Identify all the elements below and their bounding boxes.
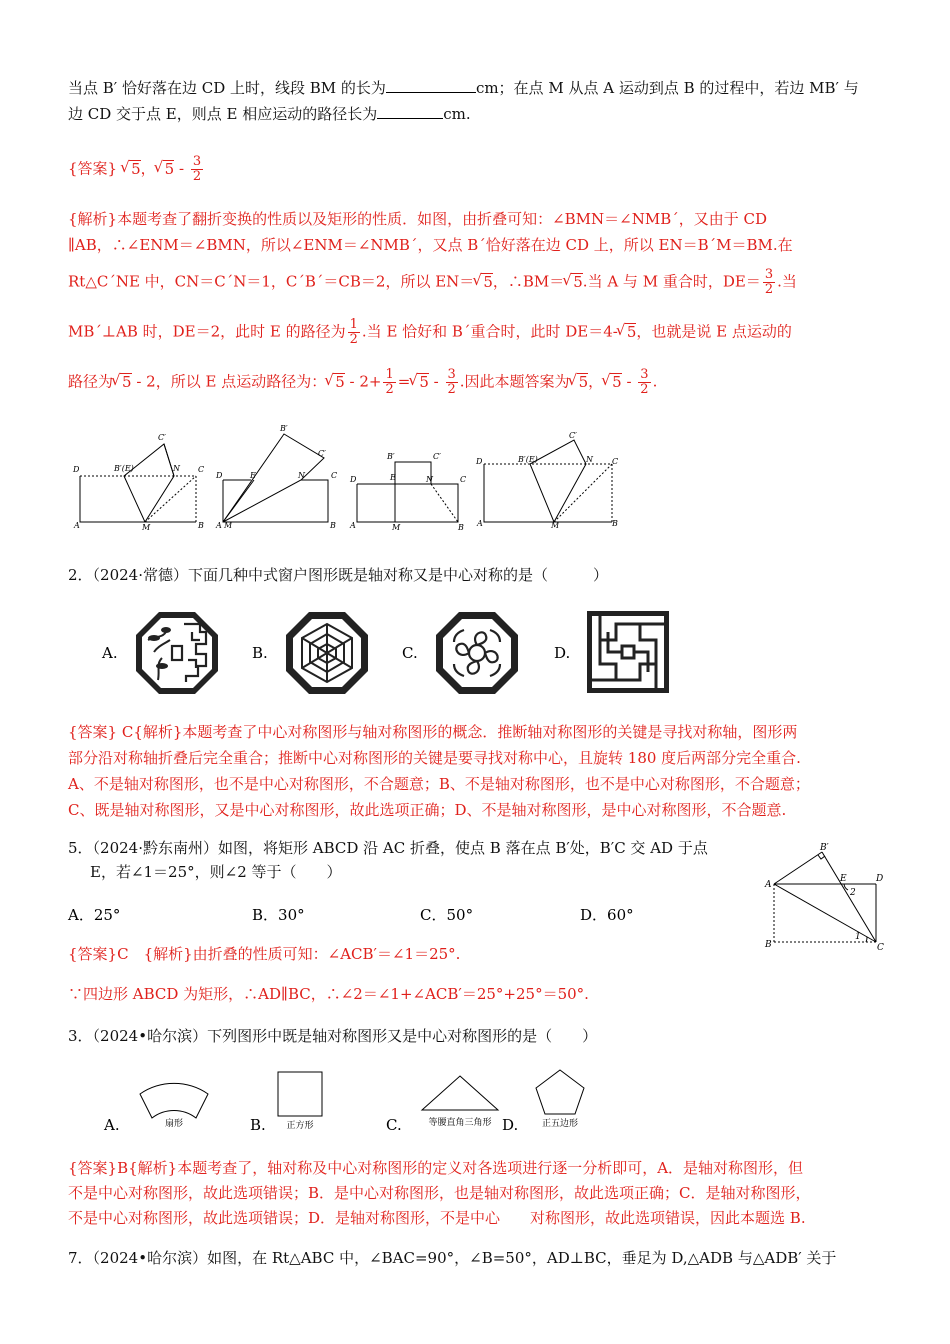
pentagon-shape — [530, 1066, 590, 1132]
explanation-line: {解析}本题考查了翻折变换的性质以及矩形的性质．如图，由折叠可知：∠BMN＝∠NMB´，又由于 CD — [68, 210, 768, 228]
explanation-line: MB´⊥AB 时，DE＝2，此时 E 的路径为 $\frac{1}{2}$ .当 E 恰好和 B´重合时，此时 DE＝4-√ 5，也就是说 E 点运动的 — [68, 318, 792, 347]
fig-label: E — [250, 471, 256, 480]
option-label: B. — [250, 1116, 266, 1134]
question-5-stem: 5．（2024·黔东南州）如图，将矩形 ABCD 沿 AC 折叠，使点 B 落在点 B′处，B′C 交 AD 于点 — [68, 839, 708, 857]
question-3-stem: 3．（2024•哈尔滨）下列图形中既是轴对称图形又是中心对称图形的是（ ） — [68, 1027, 598, 1045]
fig-label: B′(E) — [114, 464, 134, 473]
window-d-image — [586, 610, 670, 694]
shape-caption: 正方形 — [286, 1121, 314, 1131]
fig-label: C — [877, 943, 884, 953]
question-text: cm. — [443, 105, 471, 123]
answer-line: {答案}√ 5，√ 5 - $\frac{3}{2}$ — [68, 155, 205, 184]
answer-line: ∵四边形 ABCD 为矩形，∴AD∥BC，∴∠2＝∠1+∠ACB′＝25°+25°＝50°. — [68, 985, 589, 1003]
fig-label: B — [330, 521, 336, 530]
fig-label: N — [298, 471, 305, 480]
fig-label: B — [765, 940, 772, 950]
window-b-image — [284, 610, 370, 696]
option-label: D. — [502, 1116, 519, 1134]
answer-blank — [377, 104, 443, 119]
window-c-image — [434, 610, 520, 696]
fig-label: B′ — [820, 843, 829, 853]
fig-label: N — [426, 475, 433, 484]
fig-label: A — [350, 521, 356, 530]
answer-line: 不是中心对称图形，故此选项错误；B．是中心对称图形，也是轴对称图形，故此选项正确；C．是轴对称图形， — [68, 1184, 811, 1202]
fig-label: C′ — [318, 449, 326, 458]
figure-1 — [80, 444, 196, 522]
shape-caption: 等腰直角三角形 — [428, 1118, 492, 1128]
option-text: C．50° — [420, 906, 474, 924]
option-text: D．60° — [580, 906, 634, 924]
fig-label: B — [612, 519, 618, 528]
fig-label: C′ — [158, 433, 166, 442]
question-7-stem: 7．（2024•哈尔滨）如图，在 Rt△ABC 中，∠BAC=90°，∠B=50°，AD⊥BC，垂足为 D,△ADB 与△ADB′ 关于 — [68, 1249, 837, 1267]
fig-label: A — [216, 521, 222, 530]
figure-4 — [484, 440, 612, 522]
q5-figure — [762, 838, 888, 954]
option-label: A. — [104, 1116, 120, 1134]
fig-label: N — [173, 464, 180, 473]
fig-label: D — [350, 475, 357, 484]
option-text: A．25° — [68, 906, 121, 924]
question-text-line — [68, 78, 859, 98]
option-label: D. — [554, 644, 571, 662]
triangle-shape — [418, 1070, 502, 1134]
figure-3 — [357, 462, 458, 522]
fig-label: B — [198, 521, 204, 530]
option-label: C. — [386, 1116, 402, 1134]
question-2-stem: 2．（2024·常德）下面几种中式窗户图形既是轴对称又是中心对称的是（ ） — [68, 566, 608, 584]
option-label: C. — [402, 644, 418, 662]
fig-label: M — [551, 521, 560, 530]
fig-label: D — [476, 457, 483, 466]
question-text: 当点 B′ 恰好落在边 CD 上时，线段 BM 的长为 — [68, 79, 386, 97]
fig-label: C′ — [433, 452, 441, 461]
fig-label: C′ — [569, 431, 577, 440]
fig-label: E — [840, 874, 847, 884]
fig-label: N — [586, 455, 593, 464]
folding-figures — [66, 422, 636, 534]
fig-label: B — [458, 523, 464, 532]
option-label: A. — [102, 644, 118, 662]
answer-line: 部分沿对称轴折叠后完全重合；推断中心对称图形的关键是要寻找对称中心，且旋转 180 度后两部分完全重合. — [68, 749, 801, 767]
fig-label: D — [876, 874, 884, 884]
fig-label: C — [331, 471, 338, 480]
figure-2 — [223, 434, 328, 522]
sector-shape — [126, 1066, 222, 1132]
fig-label: C — [612, 457, 619, 466]
answer-label: {答案} — [68, 159, 118, 178]
fig-label: B′ — [280, 424, 288, 433]
option-text: B．30° — [252, 906, 305, 924]
explanation-line: ∥AB，∴∠ENM＝∠BMN，所以∠ENM＝∠NMB´，又点 B´恰好落在边 CD 上，所以 EN＝B´M＝BM.在 — [68, 236, 793, 254]
question-text-line — [68, 104, 471, 124]
answer-line: C、既是轴对称图形，又是中心对称图形，故此选项正确；D、不是轴对称图形，是中心对称图形，不合题意. — [68, 801, 787, 819]
fig-label: A — [74, 521, 80, 530]
fig-label: B′(E) — [518, 455, 538, 464]
fig-label: 1 — [855, 932, 861, 942]
answer-line: A、不是轴对称图形，也不是中心对称图形，不合题意；B、不是轴对称图形，也不是中心对称图形，不合题意； — [68, 775, 810, 793]
answer-line: 不是中心对称图形，故此选项错误；D．是轴对称图形，不是中心 对称图形，故此选项错误，因此本题选 B. — [68, 1209, 806, 1227]
fig-label: M — [392, 523, 401, 532]
explanation-line: Rt△C´NE 中，CN＝C´N＝1，C´B´＝CB＝2，所以 EN＝√ 5，∴BM＝√ 5.当 A 与 M 重合时，DE＝ $\frac{3}{2}$ .当 — [68, 268, 797, 297]
fig-label: M — [142, 523, 151, 532]
fig-label: 2 — [850, 888, 856, 898]
sqrt-expr: √ 5 — [163, 160, 175, 177]
question-text: cm；在点 M 从点 A 运动到点 B 的过程中，若边 MB′ 与 — [475, 79, 859, 97]
fig-label: D — [73, 465, 80, 474]
square-shape — [272, 1068, 332, 1132]
fig-label: D — [216, 471, 223, 480]
fraction: $\frac{3}{2}$ — [192, 154, 202, 184]
answer-line: {答案}C {解析}由折叠的性质可知：∠ACB′＝∠1＝25°. — [68, 945, 461, 963]
fig-label: C — [198, 465, 205, 474]
window-a-image — [134, 610, 220, 696]
question-text: 边 CD 交于点 E，则点 E 相应运动的路径长为 — [68, 105, 378, 123]
fig-label: A — [765, 880, 772, 890]
answer-blank — [386, 78, 476, 93]
fig-label: E — [390, 473, 396, 482]
question-5-stem: E，若∠1＝25°，则∠2 等于（ ） — [90, 863, 342, 881]
shape-caption: 正五边形 — [541, 1119, 579, 1129]
fig-label: M — [224, 521, 233, 530]
fig-label: B′ — [387, 452, 395, 461]
answer-line: {答案}B{解析}本题考查了，轴对称及中心对称图形的定义对各选项进行逐一分析即可，A．是轴对称图形，但 — [68, 1159, 804, 1177]
explanation-line: 路径为√ 5 - 2，所以 E 点运动路径为：√ 5 - 2+ $\frac{1}{2}$ =√ 5 - $\frac{3}{2}$ .因此本题答案为√ 5，√ 5 - $\frac{3}{2}$ . — [68, 368, 657, 397]
fig-label: A — [477, 519, 483, 528]
fig-label: C — [460, 475, 467, 484]
option-label: B. — [252, 644, 268, 662]
sqrt-expr: √ 5 — [129, 160, 141, 177]
answer-line: {答案} C{解析}本题考查了中心对称图形与轴对称图形的概念．推断轴对称图形的关键是寻找对称轴，图形两 — [68, 723, 798, 741]
shape-caption: 扇形 — [164, 1119, 184, 1129]
